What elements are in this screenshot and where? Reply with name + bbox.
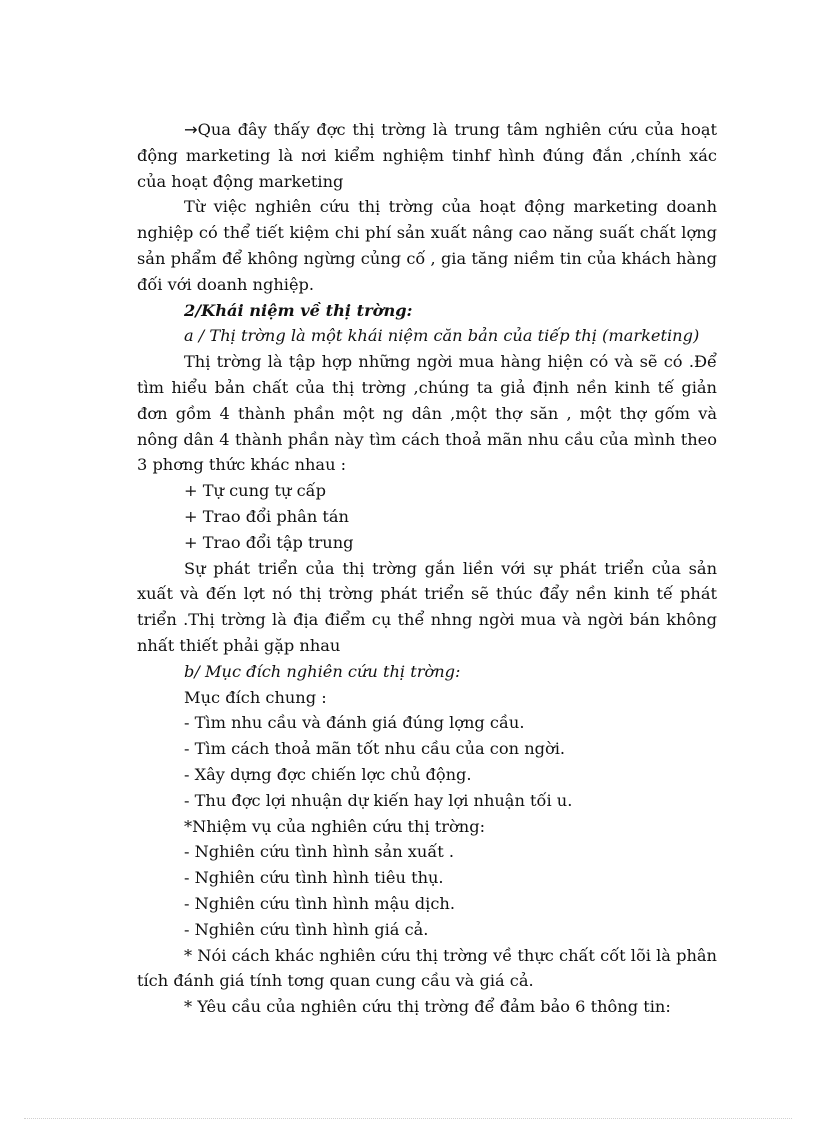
subsection-a-heading: a / Thị trờng là một khái niệm căn bản của tiếp thị (marketing) — [184, 326, 700, 346]
list-item: - Nghiên cứu tình hình mậu dịch. — [184, 893, 455, 913]
page-bottom-divider — [24, 1118, 792, 1119]
conclusion-text: Qua đây thấy đợc thị trờng là trung tâm nghiên cứu của hoạt động marketing là nơi kiểm nghiệm tinhf hình đúng đắn ,chính xác của hoạt động marketing — [137, 120, 717, 191]
list-item: - Nghiên cứu tình hình giá cả. — [184, 919, 429, 939]
list-item: - Nghiên cứu tình hình tiêu thụ. — [184, 868, 444, 888]
market-definition-paragraph: Thị trờng là tập hợp những ngời mua hàng hiện có và sẽ có .Để tìm hiểu bản chất của thị trờng ,chúng ta giả định nền kinh tế giản đơn gồm 4 thành phần một ng dân ,một thợ săn , một thợ gốm và nông dân 4 thành phần này tìm cách thoả mãn nhu cầu của mình theo 3 phơng thức khác nhau : — [137, 352, 717, 475]
list-item: + Trao đổi tập trung — [184, 532, 354, 552]
general-purpose-label: Mục đích chung : — [184, 687, 327, 707]
research-benefit-paragraph: Từ việc nghiên cứu thị trờng của hoạt động marketing doanh nghiệp có thể tiết kiệm chi phí sản xuất nâng cao năng suất chất lợng sản phẩm để không ngừng củng cố , gia tăng niềm tin của khách hàng đối với doanh nghiệp. — [137, 197, 717, 294]
right-arrow-icon: → — [184, 120, 198, 139]
requirements-paragraph: * Yêu cầu của nghiên cứu thị trờng để đảm bảo 6 thông tin: — [184, 997, 671, 1017]
section-heading: 2/Khái niệm về thị trờng: — [184, 300, 413, 320]
market-development-paragraph: Sự phát triển của thị trờng gắn liền với sự phát triển của sản xuất và đến lợt nó thị trờng phát triển sẽ thúc đẩy nền kinh tế phát triển .Thị trờng là địa điểm cụ thể nhng ngời mua và ngời bán không nhất thiết phải gặp nhau — [137, 558, 717, 655]
conclusion-paragraph — [137, 117, 717, 194]
list-item: - Tìm cách thoả mãn tốt nhu cầu của con ngời. — [184, 739, 566, 759]
tasks-label: *Nhiệm vụ của nghiên cứu thị trờng: — [184, 816, 486, 836]
list-item: + Trao đổi phân tán — [184, 506, 349, 526]
list-item: - Thu đợc lợi nhuận dự kiến hay lợi nhuận tối u. — [184, 790, 573, 810]
list-item: - Nghiên cứu tình hình sản xuất . — [184, 842, 455, 862]
subsection-b-heading: b/ Mục đích nghiên cứu thị trờng: — [184, 661, 461, 681]
page-body — [137, 117, 717, 1020]
list-item: - Tìm nhu cầu và đánh giá đúng lợng cầu. — [184, 713, 525, 733]
list-item: + Tự cung tự cấp — [184, 481, 326, 501]
essence-paragraph: * Nói cách khác nghiên cứu thị trờng về thực chất cốt lõi là phân tích đánh giá tính tơng quan cung cầu và giá cả. — [137, 945, 717, 991]
list-item: - Xây dựng đợc chiến lợc chủ động. — [184, 764, 472, 784]
